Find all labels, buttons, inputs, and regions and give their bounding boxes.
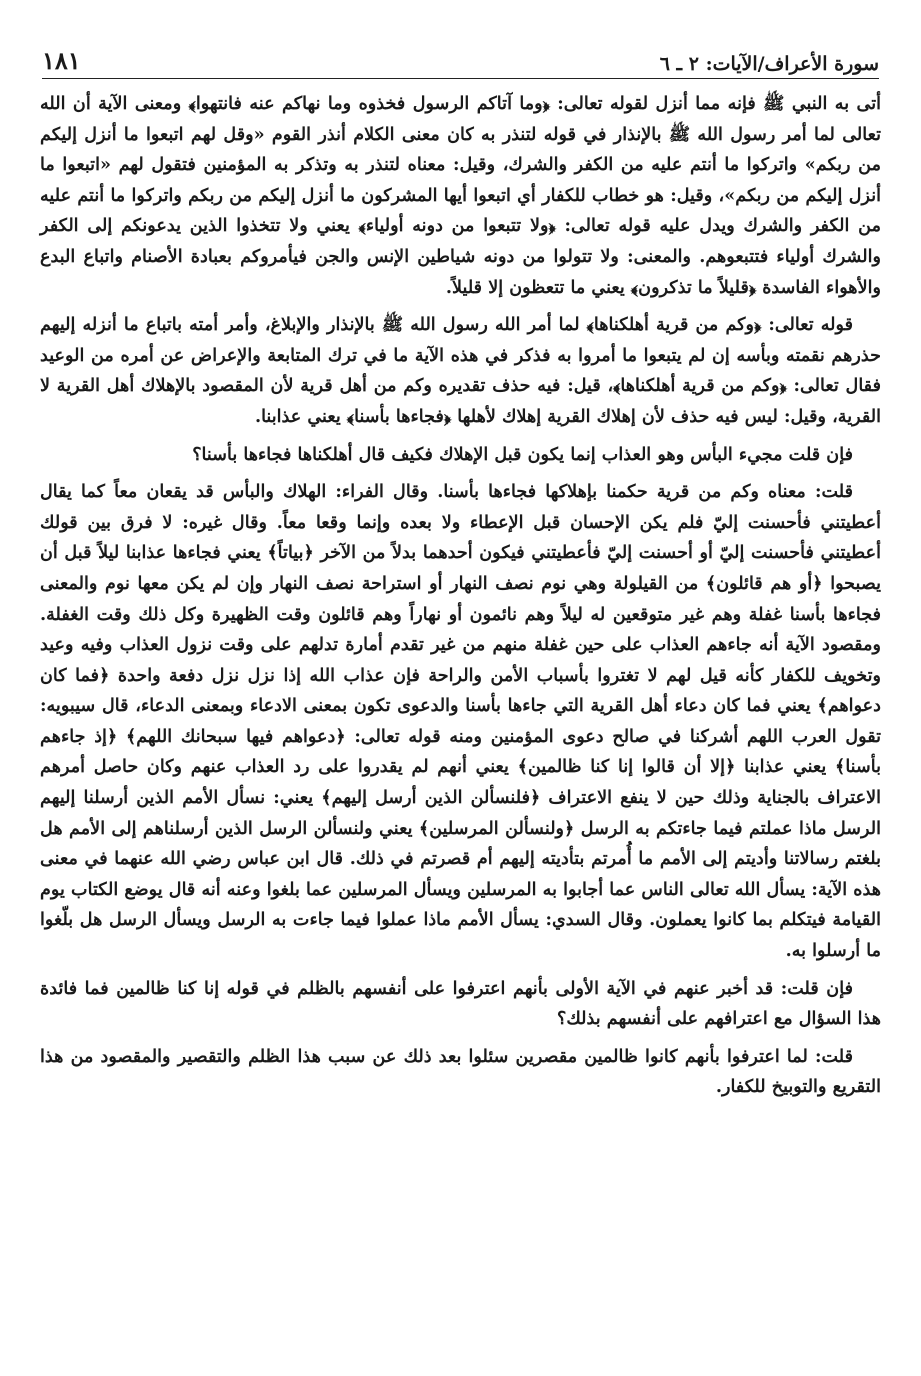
paragraph: قلت: معناه وكم من قرية حكمنا بإهلاكها فجاءها بأسنا. وقال الفراء: الهلاك والبأس قد يقعان معاً كما يقال أعطيتني فأحسنت إليّ فلم يكن الإحسان قبل الإعطاء ولا بعده وإنما وقعا معاً. وقال غيره: لا فرق بين قولك أعطيتني فأحسنت إليّ أو أحسنت إليّ فأعطيتني فيكون أحدهما بدلاً من الآخر ﴿بياتاً﴾ يعني فجاءها عذابنا ليلاً قبل أن يصبحوا ﴿أو هم قائلون﴾ من القيلولة وهي نوم نصف النهار أو استراحة نصف النهار وإن لم يكن معها نوم والمعنى فجاءها بأسنا غفلة وهم غير متوقعين له ليلاً وهم نائمون أو نهاراً وهم قائلون وقت الظهيرة وكل ذلك وقت الغفلة. ومقصود الآية أنه جاءهم العذاب على حين غفلة منهم من غير تقدم أمارة تدلهم على وقت نزول العذاب وفيه وعيد وتخويف للكفار كأنه قيل لهم لا تغتروا بأسباب الأمن والراحة فإن عذاب الله إذا نزل نزل دفعة واحدة ﴿فما كان دعواهم﴾ يعني فما كان دعاء أهل القرية التي جاءها بأسنا والدعوى تكون بمعنى الادعاء وبمعنى الدعاء، قال سيبويه: تقول العرب اللهم أشركنا في صالح دعوى المؤمنين ومنه قوله تعالى: ﴿دعواهم فيها سبحانك اللهم﴾ ﴿إذ جاءهم بأسنا﴾ يعني عذابنا ﴿إلا أن قالوا إنا كنا ظالمين﴾ يعني أنهم لم يقدروا على رد العذاب عنهم وكان حاصل أمرهم الاعتراف بالجناية وذلك حين لا ينفع الاعتراف ﴿فلنسألن الذين أرسل إليهم﴾ يعني: نسأل الأمم الذين أرسلنا إليهم الرسل ماذا عملتم فيما جاءتكم به الرسل ﴿ولنسألن المرسلين﴾ يعني ولنسألن الرسل الذين أرسلناهم إلى الأمم هل بلغتم رسالاتنا وأديتم إلى الأمم ما أُمرتم بتأديته إليهم أم قصرتم في ذلك. قال ابن عباس رضي الله عنهما في معنى هذه الآية: يسأل الله تعالى الناس عما أجابوا به المرسلين ويسأل المرسلين عما بلغوا وعنه أنه قال يوضع الكتاب يوم القيامة فيتكلم بما كانوا يعملون. وقال السدي: يسأل الأمم ماذا عملوا فيما جاءت به الرسل ويسأل الرسل هل بلّغوا ما أرسلوا به. bbox=[40, 481, 881, 962]
page-number: ١٨١ bbox=[42, 46, 81, 75]
paragraph: قلت: لما اعترفوا بأنهم كانوا ظالمين مقصرين سئلوا بعد ذلك عن سبب هذا الظلم والتقصير والمقصود من هذا التقريع والتوبيخ للكفار. bbox=[40, 1045, 881, 1098]
surah-title: سورة الأعراف/الآيات: ٢ ـ ٦ bbox=[659, 53, 879, 75]
question-paragraph: فإن قلت: قد أخبر عنهم في الآية الأولى بأنهم اعترفوا على أنفسهم بالظلم في قوله إنا كنا ظالمين فما فائدة هذا السؤال مع اعترافهم على أنفسهم بذلك؟ bbox=[40, 977, 881, 1030]
paragraph: قوله تعالى: ﴿وكم من قرية أهلكناها﴾ لما أمر الله رسول الله ﷺ بالإنذار والإبلاغ، وأمر أمته باتباع ما أنزله إليهم حذرهم نقمته وبأسه إن لم يتبعوا ما أمروا به فذكر في هذه الآية ما في ترك المتابعة والإعراض عن أمره من الوعيد فقال تعالى: ﴿وكم من قرية أهلكناها﴾، قيل: فيه حذف تقديره وكم من أهل قرية لأن المقصود بالإهلاك أهل القرية لا القرية، وقيل: ليس فيه حذف لأن إهلاك القرية إهلاك لأهلها ﴿فجاءها بأسنا﴾ يعني عذابنا. bbox=[40, 314, 881, 427]
question-paragraph: فإن قلت مجيء البأس وهو العذاب إنما يكون قبل الإهلاك فكيف قال أهلكناها فجاءها بأسنا؟ bbox=[192, 443, 853, 465]
page-body bbox=[40, 89, 881, 1103]
paragraph: أتى به النبي ﷺ فإنه مما أنزل لقوله تعالى: ﴿وما آتاكم الرسول فخذوه وما نهاكم عنه فانتهوا﴾ ومعنى الآية أن الله تعالى لما أمر رسول الله ﷺ بالإنذار في قوله لتنذر به كان معنى الكلام أنذر القوم «وقل لهم اتبعوا ما أنزل إليكم من ربكم» واتركوا ما أنتم عليه من الكفر والشرك، وقيل: معناه لتنذر به وتذكر به المؤمنين فتقول لهم «اتبعوا ما أنزل إليكم من ربكم»، وقيل: هو خطاب للكفار أي اتبعوا أيها المشركون ما أنزل إليكم من ربكم واتركوا ما أنتم عليه من الكفر والشرك ويدل عليه قوله تعالى: ﴿ولا تتبعوا من دونه أولياء﴾ يعني ولا تتخذوا الذين يدعونكم إلى الكفر والشرك أولياء فتتبعوهم. والمعنى: ولا تتولوا من دونه شياطين الإنس والجن فيأمروكم بعبادة الأصنام واتباع البدع والأهواء الفاسدة ﴿قليلاً ما تذكرون﴾ يعني ما تتعظون إلا قليلاً. bbox=[40, 93, 881, 298]
page-header bbox=[42, 38, 879, 79]
